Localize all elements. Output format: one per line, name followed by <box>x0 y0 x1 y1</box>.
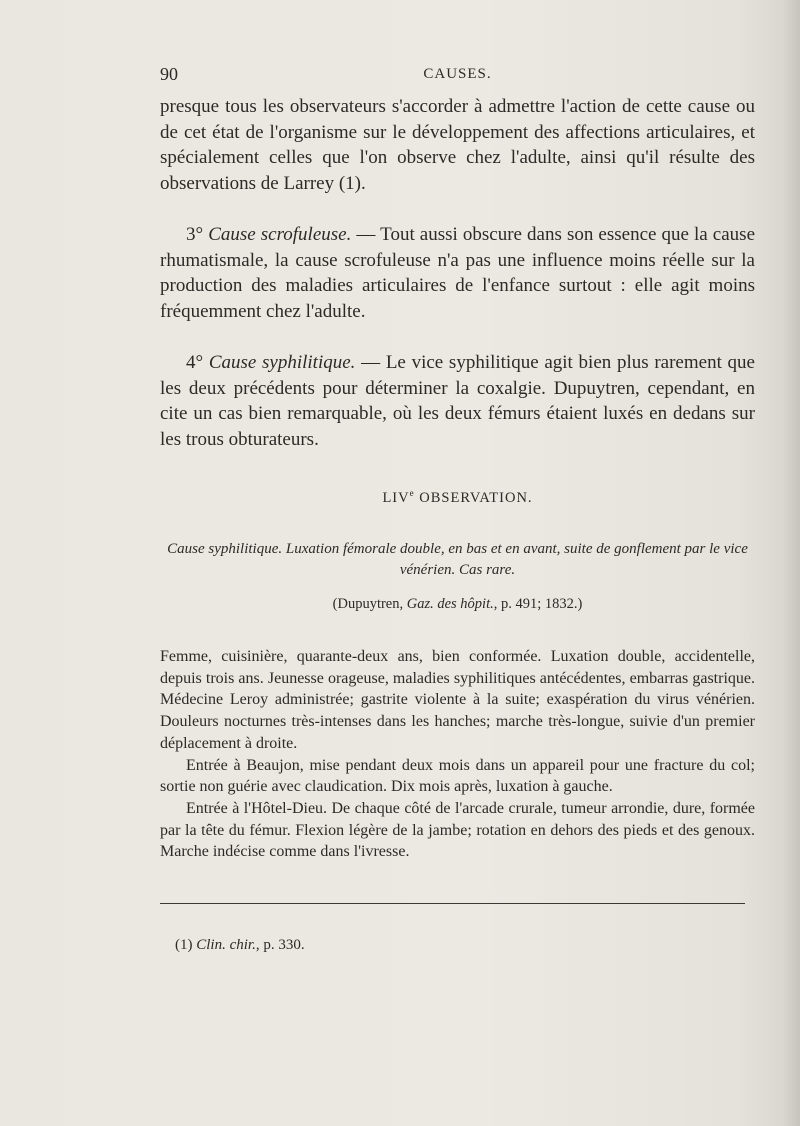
section-title-syphilitique: Cause syphilitique. <box>208 352 356 373</box>
observation-text <box>160 646 755 863</box>
footnote-source: Clin. chir. <box>196 937 256 953</box>
observation-label: OBSERVATION. <box>419 489 533 506</box>
page-number: 90 <box>160 64 178 84</box>
observation-heading: LIVe OBSERVATION. <box>382 488 533 506</box>
footnote: (1) Clin. chir., p. 330. <box>175 937 305 953</box>
running-head <box>160 64 755 88</box>
footnote-rule <box>160 903 745 904</box>
paragraph-continuation: presque tous les observateurs s'accorder à admettre l'action de cette cause ou de cet état de l'organisme sur le développement des affections articulaires, et spécialement celles que l'on observe chez l'adulte, ainsi qu'il résulte des observations de Larrey (1). <box>160 96 755 194</box>
observation-paragraph: Femme, cuisinière, quarante-deux ans, bien conformée. Luxation double, accidentelle, depuis trois ans. Jeunesse orageuse, maladies syphilitiques antécédentes, embarras gastrique. Médecine Leroy administrée; gastrite violente à la suite; exaspération du virus vénérien. Douleurs nocturnes très-intenses dans les hanches; marche très-longue, suivie d'un premier déplacement à droite. <box>160 648 755 752</box>
page-edge-shadow <box>782 0 800 1126</box>
section-title-scrofuleuse: Cause scrofuleuse. <box>208 224 352 245</box>
observation-reference: (Dupuytren, Gaz. des hôpit., p. 491; 1832.) <box>332 596 583 612</box>
paragraph-syphilitique: 4° Cause syphilitique. — Le vice syphilitique agit bien plus rarement que les deux précédents pour déterminer la coxalgie. Dupuytren, cependant, en cite un cas bien remarquable, où les deux fémurs étaient luxés en dedans sur les trous obturateurs. <box>160 352 755 450</box>
observation-paragraph: Entrée à Beaujon, mise pendant deux mois dans un appareil pour une fracture du col; sortie non guérie avec claudication. Dix mois après, luxation à gauche. <box>160 756 755 796</box>
observation-number: LIV <box>382 489 410 506</box>
running-title: CAUSES. <box>423 66 492 82</box>
main-text <box>160 94 755 452</box>
observation-subtitle: Cause syphilitique. Luxation fémorale double, en bas et en avant, suite de gonflement par le vice vénérien. Cas rare. <box>167 541 748 578</box>
paragraph-scrofuleuse: 3° Cause scrofuleuse. — Tout aussi obscure dans son essence que la cause rhumatismale, la cause scrofuleuse n'a pas une influence moins réelle sur la production des maladies articulaires de l'enfance surtout : elle agit moins fréquemment chez l'adulte. <box>160 224 755 322</box>
observation-paragraph: Entrée à l'Hôtel-Dieu. De chaque côté de l'arcade crurale, tumeur arrondie, dure, formée par la tête du fémur. Flexion légère de la jambe; rotation en dehors des pieds et des genoux. Marche indécise comme dans l'ivresse. <box>160 799 755 861</box>
